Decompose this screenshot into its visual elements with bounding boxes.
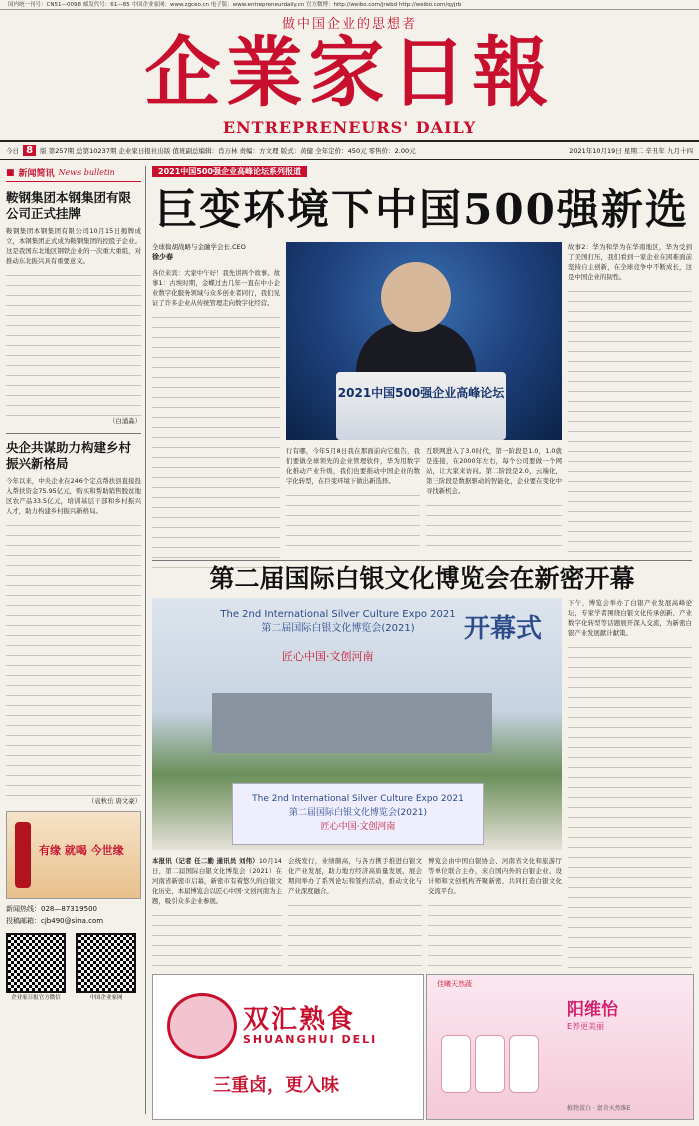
opening-ceremony-text: 开幕式 bbox=[463, 614, 542, 644]
issue-info-bar bbox=[0, 140, 699, 160]
qr-code-icon[interactable] bbox=[6, 933, 66, 993]
building bbox=[212, 693, 492, 753]
qr-block-1 bbox=[6, 933, 66, 1001]
author-role: 全球捣胡战略与金融学会长.CEO bbox=[152, 243, 246, 251]
top-info-strip bbox=[0, 0, 699, 10]
pig-logo-icon bbox=[167, 993, 237, 1059]
story1-body: 鞍钢集团本钢集团有限公司10月15日揭牌成立，本钢集团正式成为鞍钢集团的控股子企业。这是我国东北地区钢铁企业的一次重大重组，对推动东北振兴具有重要意义。 bbox=[6, 227, 141, 265]
ad2-title: 阳维怡 bbox=[567, 1000, 618, 1020]
stage-title bbox=[233, 792, 483, 834]
section-header bbox=[6, 166, 141, 182]
lead-text-b: 故事2：华为和华为在华南地区，华为受到了美国打压，我们看到一家企业在困难面前坚持自主创新，在全球竞争中不断成长，这是中国企业的韧性。 bbox=[568, 243, 692, 281]
expo-photo bbox=[152, 598, 562, 850]
lead-text-c: 行有哪，今年5月8日我在那面前向它报告，我们要做全球领先的企业管理软件，华为用数字化推动产业升级，我们也要推动中国企业的数字化转型，在巨变环境下做出新选择。 bbox=[286, 447, 420, 485]
lead-headline: 巨变环境下中国500强新选 bbox=[155, 185, 689, 234]
second-para-d bbox=[568, 598, 692, 968]
author-name: 徐少春 bbox=[152, 253, 173, 261]
shuanghui-ad bbox=[152, 974, 424, 1120]
lead-para-d bbox=[426, 446, 562, 554]
lead-text-lines-b bbox=[568, 282, 692, 552]
stage-title-cn: 第二届国际白银文化博览会(2021) bbox=[289, 808, 427, 818]
second-text-c: 博览会由中国白银协会、河南省文化和旅游厅等单位联合主办，来自国内外的白银企业、设计师和文创机构齐聚新密，共同打造白银文化交流平台。 bbox=[428, 857, 562, 895]
top-strip-text: 国内统一刊号：CN51—0098 邮发代号：61—85 中国企业家网：www.zgceo.cn 电子版：www.entrepreneurdaily.cn 官方微博：http://weibo.com/jrwbd http://weibo.com/qyjrb bbox=[8, 2, 462, 8]
ad2-subtitle: E养更美丽 bbox=[567, 1022, 605, 1031]
second-text-a: 10月14日，第二届国际白银文化博览会（2021）在河南省新密市启幕，新密市有着悠久的白银文化历史，本届博览会以匠心中国·文创河南为主题，吸引众多企业参展。 bbox=[152, 857, 282, 905]
slogan: 做中国企业的思想者 bbox=[281, 17, 417, 32]
second-para-b bbox=[288, 856, 422, 968]
speaker-head bbox=[381, 262, 451, 332]
second-headline: 第二届国际白银文化博览会在新密开幕 bbox=[152, 560, 692, 597]
expo-title-cn: 第二届国际白银文化博览会(2021) bbox=[261, 623, 415, 634]
liquor-ad-text: 有缘 就喝 今世缘 bbox=[39, 844, 124, 857]
series-tag bbox=[152, 166, 692, 177]
news-bulletin-column bbox=[6, 166, 146, 1114]
expo-slogan: 匠心中国·文创河南 bbox=[282, 650, 374, 663]
qr2-caption: 中国企业家网 bbox=[89, 995, 123, 1001]
lead-para-a bbox=[152, 268, 280, 568]
lead-text-a: 各位来宾：大家中午好！我先讲两个故事。故事1：古埃时期，金蝶过去几年一直在中小企业数字化服务领域与众多创业者同行，我们见证了许多企业从传统管理走向数字化经营。 bbox=[152, 269, 280, 307]
second-para-a bbox=[152, 856, 282, 968]
podium bbox=[336, 372, 506, 440]
story1-source: （白涌淼） bbox=[109, 417, 141, 425]
qr1-caption: 企业家日报官方微信 bbox=[11, 995, 61, 1001]
stage-backdrop bbox=[232, 783, 484, 845]
product-jar-icon bbox=[509, 1035, 539, 1093]
product-jar-icon bbox=[475, 1035, 505, 1093]
lead-para-c bbox=[286, 446, 420, 554]
news-hotline: 新闻热线：028—87319500 bbox=[6, 905, 97, 913]
page-count: 8 bbox=[23, 145, 36, 156]
shuanghui-ad-title: 双汇熟食 bbox=[243, 1005, 356, 1035]
stage-title-en: The 2nd International Silver Culture Expo 2021 bbox=[252, 794, 464, 804]
second-text-lines-c bbox=[428, 896, 562, 966]
story2-text-lines bbox=[6, 516, 141, 796]
story2-title: 央企共谋助力构建乡村振兴新格局 bbox=[6, 433, 141, 472]
podium-banner: 2021中国500强企业高峰论坛 bbox=[337, 386, 505, 400]
lead-text-d: 互联网进入了3.0时代，第一阶段是1.0，1.0就是连接，在2000年左右，每个公司要做一个网站，让大家来访问。第二阶段是2.0，云端化，第三阶段是数据驱动的智能化，企业要在变化中寻找新机会。 bbox=[426, 447, 562, 495]
shuanghui-ad-english: SHUANGHUI DELI bbox=[243, 1033, 378, 1046]
story1-title: 鞍钢集团本钢集团有限公司正式挂牌 bbox=[6, 190, 132, 221]
issue-date: 2021年10月19日 星期二 辛丑年 九月十四 bbox=[569, 147, 693, 155]
product-jar-icon bbox=[441, 1035, 471, 1093]
second-text-b: 会统发行，业绩颇高，与各方携手推进白银文化产业发展，助力地方经济高质量发展，展会期间举办了系列论坛和签约活动，推动文化与产业深度融合。 bbox=[288, 857, 422, 895]
series-label: 2021中国500强企业高峰论坛系列报道 bbox=[152, 166, 307, 177]
story2-source: （袁秋岳 唐文豪） bbox=[87, 797, 141, 805]
section-title-en: News bulletin bbox=[58, 168, 115, 177]
lead-text-lines-a bbox=[152, 308, 280, 568]
story2-body: 今年以来，中央企业在246个定点帮扶县直接投入帮扶资金75.95亿元，购买和帮助销售脱贫地区农产品33.5亿元，培训基层干部和乡村振兴人才，助力构建乡村振兴新格局。 bbox=[6, 477, 141, 515]
section-title: 新闻简讯 bbox=[18, 169, 55, 179]
submission-email: 投稿邮箱：cjb490@sina.com bbox=[6, 917, 104, 925]
forum-photo bbox=[286, 242, 562, 440]
bottle-icon bbox=[15, 822, 31, 888]
ad2-brand: 佳曦天然蔬 bbox=[437, 980, 472, 988]
issue-info-left bbox=[6, 145, 416, 156]
shuanghui-ad-slogan: 三重卤，更入味 bbox=[213, 1075, 339, 1096]
stage-slogan: 匠心中国·文创河南 bbox=[320, 822, 396, 832]
qr-block-2 bbox=[76, 933, 136, 1001]
story1-text-lines bbox=[6, 266, 141, 416]
second-text-d: 下午，博览会举办了白银产业发展高峰论坛，专家学者围绕白银文化传承创新、产业数字化转型等话题展开深入交流，为新密白银产业发展献计献策。 bbox=[568, 599, 692, 637]
yangweiyi-ad bbox=[426, 974, 694, 1120]
second-byline: 本报讯（记者 任二勤 通讯员 刘伟） bbox=[152, 857, 259, 865]
qr-code-icon[interactable] bbox=[76, 933, 136, 993]
ad2-footer: 植物蛋白 · 富含天然维E bbox=[567, 1105, 631, 1112]
qr-codes bbox=[6, 933, 141, 1001]
lead-byline bbox=[152, 242, 280, 568]
lead-text-lines-d bbox=[426, 496, 562, 554]
contact-info bbox=[6, 903, 141, 927]
second-para-c bbox=[428, 856, 562, 968]
second-text-lines-d bbox=[568, 638, 692, 968]
expo-banner-title bbox=[188, 608, 488, 636]
news-icon: ■ bbox=[6, 167, 15, 178]
masthead-english: ENTREPRENEURS' DAILY bbox=[222, 118, 477, 137]
expo-title-en: The 2nd International Silver Culture Expo 2021 bbox=[220, 609, 456, 620]
second-text-lines-b bbox=[288, 896, 422, 966]
lead-text-lines-c bbox=[286, 486, 420, 554]
lead-para-b bbox=[568, 242, 692, 552]
second-text-lines-a bbox=[152, 906, 282, 966]
liquor-ad bbox=[6, 811, 141, 899]
today-label: 今日 bbox=[6, 147, 19, 155]
issue-details: 版 第257期 总第10237期 企业家日报社出版 值班副总编辑：肖万林 责编：方文理 版式：黄健 全年定价：450元 零售价：2.00元 bbox=[40, 147, 416, 155]
masthead-title: 企業家日報 bbox=[144, 28, 555, 117]
